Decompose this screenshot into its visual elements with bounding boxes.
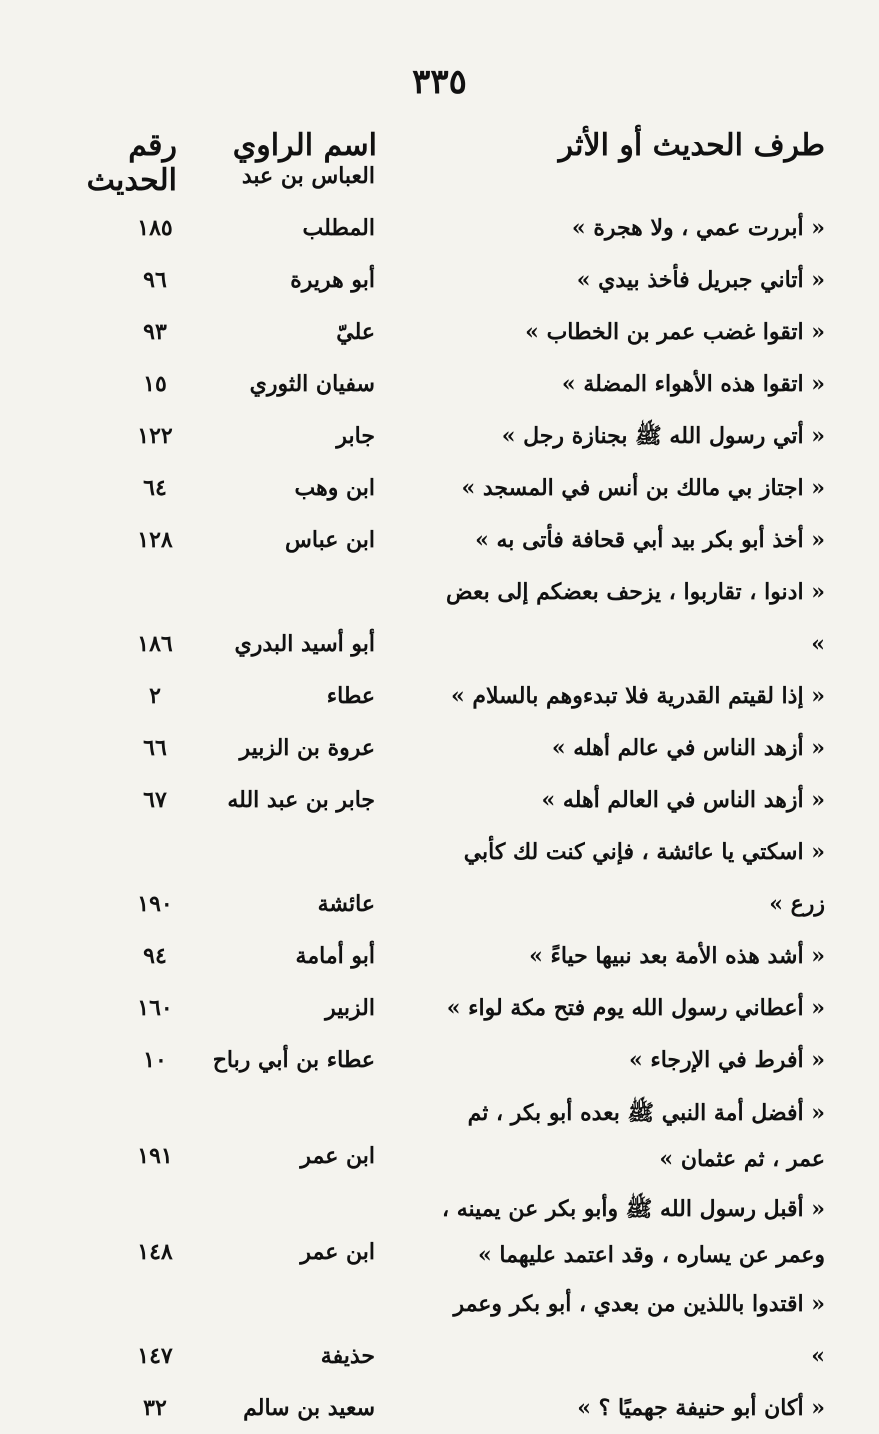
- hadith-text: « اتقوا هذه الأهواء المضلة »: [561, 371, 825, 397]
- hadith-number: ٦٧: [143, 787, 167, 813]
- hadith-number: ١٥: [143, 371, 167, 397]
- table-row: [55, 982, 825, 1034]
- hadith-number: ١٢٢: [137, 423, 173, 449]
- hadith-text: « أفرط في الإرجاء »: [628, 1047, 825, 1073]
- table-row: [55, 722, 825, 774]
- hadith-number: ٩٦: [143, 267, 167, 293]
- hadith-number: ١٤٧: [137, 1343, 173, 1369]
- hadith-number: ١٨٦: [137, 631, 173, 657]
- narrator-name: الزبير: [325, 995, 375, 1021]
- table-row: [55, 774, 825, 826]
- hadith-text: « أعطاني رسول الله يوم فتح مكة لواء »: [446, 995, 825, 1021]
- narrator-name: العباس بن عبد المطلب: [241, 163, 375, 241]
- narrator-name: ابن عمر: [300, 1143, 375, 1169]
- hadith-text: « اقتدوا باللذين من بعدي ، أبو بكر وعمر »: [453, 1291, 825, 1369]
- hadith-number: ١٨٥: [137, 215, 173, 241]
- narrator-name: عطاء بن أبي رباح: [212, 1047, 375, 1073]
- hadith-text: « أزهد الناس في عالم أهله »: [551, 735, 825, 761]
- narrator-name: أبو أسيد البدري: [234, 631, 375, 657]
- narrator-name: ابن عمر: [300, 1239, 375, 1265]
- hadith-text: « اتقوا غضب عمر بن الخطاب »: [525, 319, 825, 345]
- hadith-text: « أتي رسول الله ﷺ بجنازة رجل »: [501, 423, 825, 449]
- hadith-number: ١٦٠: [137, 995, 173, 1021]
- hadith-text: « اجتاز بي مالك بن أنس في المسجد »: [461, 475, 825, 501]
- narrator-name: سعيد بن سالم: [243, 1395, 375, 1421]
- hadith-text: « أفضل أمة النبي ﷺ بعده أبو بكر ، ثم عمر ، ثم عثمان »: [467, 1100, 825, 1172]
- table-header: [55, 128, 825, 198]
- hadith-number: ٢: [149, 683, 161, 709]
- hadith-number: ٣٢: [143, 1395, 167, 1421]
- hadith-text: « اسكتي يا عائشة ، فإني كنت لك كأبي زرع »: [463, 839, 825, 917]
- hadith-text: « أكان أبو حنيفة جهميًا ؟ »: [577, 1395, 825, 1421]
- narrator-name: ابن عباس: [285, 527, 375, 553]
- hadith-number: ١٩٠: [137, 891, 173, 917]
- narrator-name: سفيان الثوري: [249, 371, 375, 397]
- table-row: [55, 410, 825, 462]
- table-row: [55, 1278, 825, 1382]
- table-row: [55, 1034, 825, 1086]
- hadith-text: « أخذ أبو بكر بيد أبي قحافة فأتى به »: [475, 527, 825, 553]
- hadith-text: « ادنوا ، تقاربوا ، يزحف بعضكم إلى بعض »: [446, 579, 825, 657]
- header-hadith-number: رقم الحديث: [86, 128, 177, 198]
- hadith-number: ١٠: [143, 1047, 167, 1073]
- hadith-text: « أتاني جبريل فأخذ بيدي »: [576, 267, 825, 293]
- page-number: ٣٣٥: [412, 62, 467, 102]
- header-narrator: اسم الراوي: [232, 128, 377, 163]
- table-row: [55, 254, 825, 306]
- table-row: [55, 358, 825, 410]
- table-row: [55, 514, 825, 566]
- table-row: [55, 930, 825, 982]
- hadith-number: ٩٤: [143, 943, 167, 969]
- narrator-name: أبو هريرة: [290, 267, 375, 293]
- narrator-name: أبو أمامة: [295, 943, 375, 969]
- narrator-name: حذيفة: [320, 1343, 375, 1369]
- hadith-text: « أبررت عمي ، ولا هجرة »: [571, 215, 825, 241]
- hadith-number: ٩٣: [143, 319, 167, 345]
- table-row: [55, 306, 825, 358]
- table-row: [55, 462, 825, 514]
- table-row: [55, 670, 825, 722]
- hadith-text: « أزهد الناس في العالم أهله »: [541, 787, 825, 813]
- narrator-name: عليّ: [336, 319, 375, 345]
- table-row: [55, 1382, 825, 1434]
- narrator-name: جابر: [336, 423, 375, 449]
- header-hadith-text: طرف الحديث أو الأثر: [558, 128, 825, 163]
- hadith-text: « إذا لقيتم القدرية فلا تبدءوهم بالسلام »: [451, 683, 825, 709]
- narrator-name: عروة بن الزبير: [239, 735, 375, 761]
- narrator-name: عائشة: [317, 891, 375, 917]
- table-row: [55, 1086, 825, 1182]
- hadith-number: ١٩١: [137, 1143, 173, 1169]
- hadith-number: ٦٤: [143, 475, 167, 501]
- hadith-number: ١٢٨: [137, 527, 173, 553]
- narrator-name: ابن وهب: [294, 475, 375, 501]
- table-row: [55, 566, 825, 670]
- hadith-text: « أشد هذه الأمة بعد نبيها حياءً »: [529, 943, 825, 969]
- hadith-text: « أقبل رسول الله ﷺ وأبو بكر عن يمينه ، وعمر عن يساره ، وقد اعتمد عليهما »: [441, 1196, 825, 1268]
- table-row: [55, 1182, 825, 1278]
- table-row: [55, 826, 825, 930]
- hadith-number: ١٤٨: [137, 1239, 173, 1265]
- narrator-name: جابر بن عبد الله: [227, 787, 375, 813]
- hadith-number: ٦٦: [143, 735, 167, 761]
- narrator-name: عطاء: [326, 683, 375, 709]
